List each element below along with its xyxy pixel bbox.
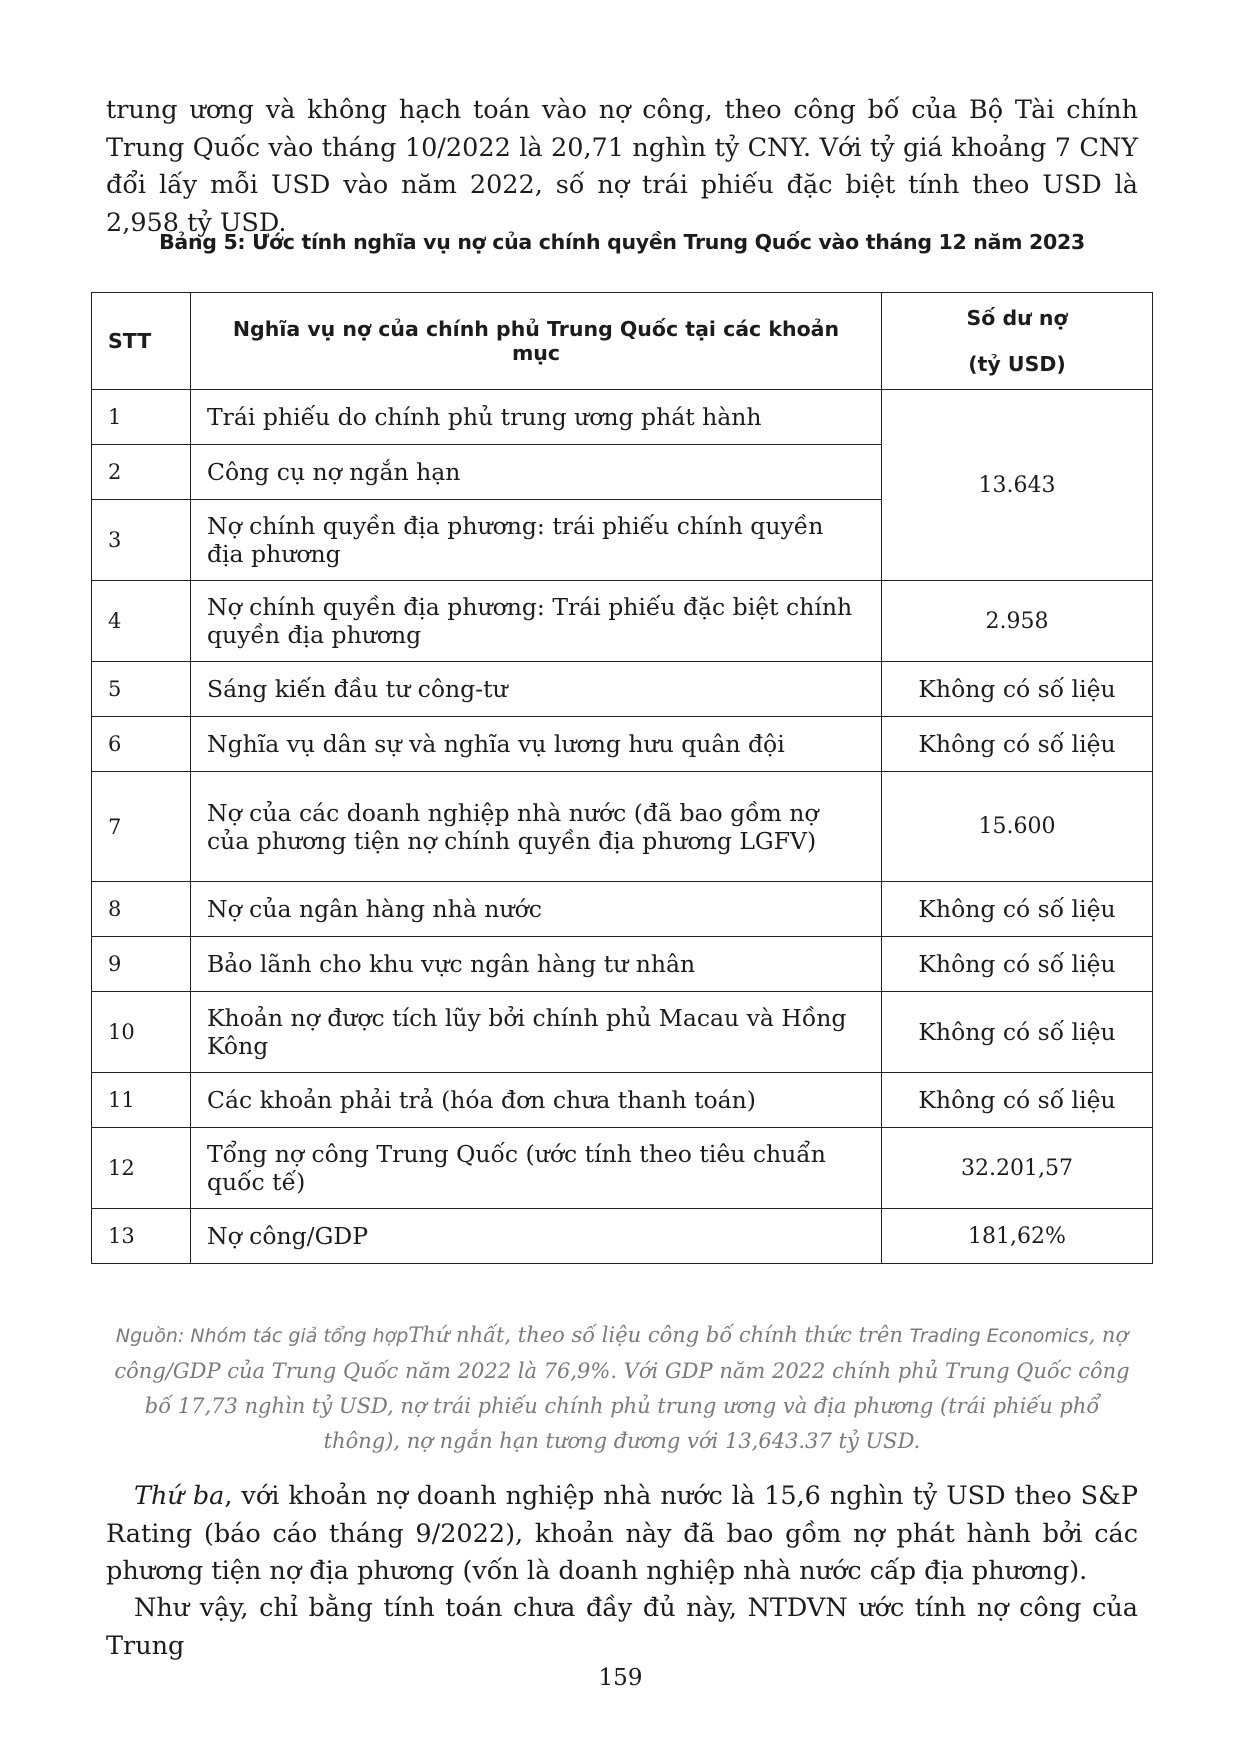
- row-stt: 2: [92, 445, 191, 500]
- table-row: [92, 662, 1153, 717]
- source-prefix: Nguồn: Nhóm tác giả tổng hợp: [115, 1325, 409, 1347]
- header-balance-line2: (tỷ USD): [968, 352, 1066, 376]
- page-number: 159: [598, 1665, 643, 1691]
- row-stt: 9: [92, 937, 191, 992]
- row-stt: 5: [92, 662, 191, 717]
- header-balance-line1: Số dư nợ: [966, 306, 1068, 330]
- table-header-row: [92, 293, 1153, 390]
- table-row: [92, 992, 1153, 1073]
- table-row: [92, 772, 1153, 882]
- row-item: Công cụ nợ ngắn hạn: [191, 445, 882, 500]
- row-balance: 181,62%: [882, 1209, 1153, 1264]
- row-item: Sáng kiến đầu tư công-tư: [191, 662, 882, 717]
- table-row: [92, 581, 1153, 662]
- source-text-part1: Thứ nhất, theo số liệu công bố chính thức trên: [408, 1323, 910, 1347]
- header-item: Nghĩa vụ nợ của chính phủ Trung Quốc tại các khoản mục: [191, 293, 882, 390]
- row-balance: 32.201,57: [882, 1128, 1153, 1209]
- row-stt: 1: [92, 390, 191, 445]
- row-stt: 8: [92, 882, 191, 937]
- header-balance: [882, 293, 1153, 390]
- debt-table: [91, 292, 1153, 1264]
- row-stt: 13: [92, 1209, 191, 1264]
- row-item: Tổng nợ công Trung Quốc (ước tính theo tiêu chuẩn quốc tế): [191, 1128, 882, 1209]
- third-paragraph: [106, 1478, 1138, 1591]
- table-row: [92, 390, 1153, 445]
- table-row: [92, 1128, 1153, 1209]
- row-stt: 4: [92, 581, 191, 662]
- row-stt: 11: [92, 1073, 191, 1128]
- row-item: Nợ của các doanh nghiệp nhà nước (đã bao gồm nợ của phương tiện nợ chính quyền địa phương LGFV): [191, 772, 882, 882]
- row-balance: Không có số liệu: [882, 992, 1153, 1073]
- row-item: Bảo lãnh cho khu vực ngân hàng tư nhân: [191, 937, 882, 992]
- row-item: Nợ của ngân hàng nhà nước: [191, 882, 882, 937]
- row-item: Trái phiếu do chính phủ trung ương phát hành: [191, 390, 882, 445]
- table-row: [92, 937, 1153, 992]
- third-paragraph-lead: Thứ ba: [134, 1481, 225, 1511]
- row-stt: 6: [92, 717, 191, 772]
- row-stt: 3: [92, 500, 191, 581]
- row-stt: 12: [92, 1128, 191, 1209]
- row-balance: Không có số liệu: [882, 882, 1153, 937]
- row-balance: 15.600: [882, 772, 1153, 882]
- source-text-part2: , nợ công/GDP của Trung Quốc năm 2022 là 76,9%. Với GDP năm 2022 chính phủ Trung Quốc công bố 17,73 nghìn tỷ USD, nợ trái phiếu chính phủ trung ương và địa phương (trái phiếu phổ thông), nợ ngắn hạn tương đương với 13,643.37 tỷ USD.: [114, 1323, 1130, 1453]
- row-item: Nợ công/GDP: [191, 1209, 882, 1264]
- third-paragraph-text: , với khoản nợ doanh nghiệp nhà nước là 15,6 nghìn tỷ USD theo S&P Rating (báo cáo tháng 9/2022), khoản này đã bao gồm nợ phát hành bởi các phương tiện nợ địa phương (vốn là doanh nghiệp nhà nước cấp địa phương).: [106, 1481, 1138, 1586]
- row-balance: Không có số liệu: [882, 717, 1153, 772]
- row-item: Nợ chính quyền địa phương: Trái phiếu đặc biệt chính quyền địa phương: [191, 581, 882, 662]
- header-stt: STT: [92, 293, 191, 390]
- row-stt: 7: [92, 772, 191, 882]
- source-note: [106, 1318, 1138, 1459]
- source-site: Trading Economics: [909, 1325, 1089, 1347]
- table-caption: Bảng 5: Ước tính nghĩa vụ nợ của chính quyền Trung Quốc vào tháng 12 năm 2023: [159, 230, 1085, 254]
- row-stt: 10: [92, 992, 191, 1073]
- row-balance: Không có số liệu: [882, 937, 1153, 992]
- row-item: Các khoản phải trả (hóa đơn chưa thanh toán): [191, 1073, 882, 1128]
- row-balance: 2.958: [882, 581, 1153, 662]
- final-paragraph: Như vậy, chỉ bằng tính toán chưa đầy đủ này, NTDVN ước tính nợ công của Trung: [106, 1593, 1138, 1661]
- row-item: Nghĩa vụ dân sự và nghĩa vụ lương hưu quân đội: [191, 717, 882, 772]
- row-item: Nợ chính quyền địa phương: trái phiếu chính quyền địa phương: [191, 500, 882, 581]
- table-row: [92, 1209, 1153, 1264]
- intro-paragraph: trung ương và không hạch toán vào nợ công, theo công bố của Bộ Tài chính Trung Quốc vào tháng 10/2022 là 20,71 nghìn tỷ CNY. Với tỷ giá khoảng 7 CNY đổi lấy mỗi USD vào năm 2022, số nợ trái phiếu đặc biệt tính theo USD là 2,958 tỷ USD.: [106, 95, 1138, 238]
- row-balance: Không có số liệu: [882, 662, 1153, 717]
- row-balance: Không có số liệu: [882, 1073, 1153, 1128]
- table-row: [92, 882, 1153, 937]
- merged-balance-cell: 13.643: [882, 390, 1153, 581]
- table-row: [92, 1073, 1153, 1128]
- row-item: Khoản nợ được tích lũy bởi chính phủ Macau và Hồng Kông: [191, 992, 882, 1073]
- table-row: [92, 717, 1153, 772]
